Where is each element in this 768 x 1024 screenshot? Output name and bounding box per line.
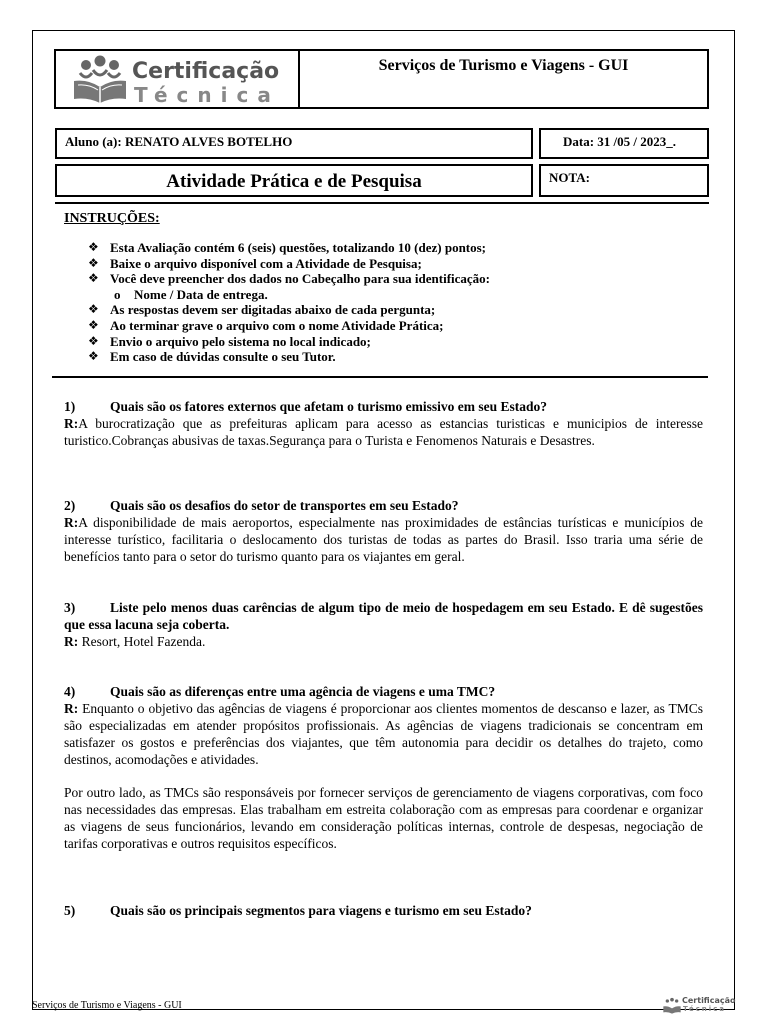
diamond-bullet-icon: ❖: [88, 349, 99, 364]
list-item: ❖ Esta Avaliação contém 6 (seis) questões, totalizando 10 (dez) pontos;: [88, 240, 487, 255]
book-people-icon: [662, 997, 682, 1015]
course-title: Serviços de Turismo e Viagens - GUI: [378, 57, 629, 74]
answer-text: Por outro lado, as TMCs são responsáveis por fornecer serviços de gerenciamento de viagens corporativas, com foco nas necessidades das empresas. Elas trabalham em estreita colaboração com as empresas para coordenar e organizar as viagens de seus funcionários, levando em consideração políticas internas, controle de despesas, negociação de tarifas corporativas e outros requisitos específicos.: [64, 785, 703, 851]
question-text: 1) Quais são os fatores externos que afetam o turismo emissivo em seu Estado?: [64, 399, 547, 414]
answer-text: R:A disponibilidade de mais aeroportos, especialmente nas proximidades de estâncias turísticas e municípios de interesse turístico, facilitaria o deslocamento dos turistas de todas as partes do Brasil. Isso traria uma série de benefícios tanto para o setor do turismo quanto para os viajantes em geral.: [64, 515, 703, 564]
date-cell: [539, 128, 709, 159]
grade-cell: [539, 164, 709, 197]
question-text: 4) Quais são as diferenças entre uma agência de viagens e uma TMC?: [64, 684, 496, 699]
list-item: ❖ Envio o arquivo pelo sistema no local indicado;: [88, 333, 371, 349]
circle-bullet-icon: o: [114, 286, 121, 302]
logo-line1: Certificação: [132, 59, 280, 84]
question-text: 5) Quais são os principais segmentos para viagens e turismo em seu Estado?: [64, 903, 532, 918]
footer-logo-line1: Certificação: [682, 996, 736, 1005]
question-1: [64, 398, 703, 449]
submission-date: Data: 31 /05 / 2023_.: [563, 134, 677, 149]
answer-text: R: Enquanto o objetivo das agências de viagens é proporcionar aos clientes momentos de descanso e lazer, as TMCs são especializadas em atender propósitos profissionais. As agências de viagens tradicionais se concentram em satisfazer os gostos e preferências dos viajantes, que têm autonomia para decidir os detalhes do trajeto, como destinos, acomodações e atividades.: [64, 701, 703, 767]
footer-text: Serviços de Turismo e Viagens - GUI: [32, 1000, 182, 1011]
footer-logo-line2: Técnica: [683, 1005, 726, 1013]
book-people-icon: [70, 55, 130, 105]
header-logo-cell: [54, 49, 300, 109]
activity-title-cell: [55, 164, 533, 197]
question-4: [64, 683, 703, 852]
diamond-bullet-icon: ❖: [88, 333, 99, 348]
question-5: [64, 902, 703, 919]
question-3: [64, 599, 703, 650]
instructions-list: [88, 240, 490, 365]
student-name-cell: [55, 128, 533, 159]
student-name: Aluno (a): RENATO ALVES BOTELHO: [65, 134, 293, 149]
list-item: ❖ Em caso de dúvidas consulte o seu Tutor.: [88, 349, 336, 365]
diamond-bullet-icon: ❖: [88, 271, 99, 286]
diamond-bullet-icon: ❖: [88, 240, 99, 254]
question-text: 3) Liste pelo menos duas carências de algum tipo de meio de hospedagem em seu Estado. E dê sugestões que essa lacuna seja coberta.: [64, 600, 703, 632]
certificacao-tecnica-logo: [70, 55, 290, 107]
list-item: ❖ As respostas devem ser digitadas abaixo de cada pergunta;: [88, 302, 436, 318]
grade-label: NOTA:: [549, 170, 590, 185]
list-item: ❖ Você deve preencher dos dados no Cabeçalho para sua identificação:: [88, 271, 491, 287]
instructions-heading: INSTRUÇÕES:: [64, 211, 160, 226]
activity-title: Atividade Prática e de Pesquisa: [166, 171, 422, 192]
list-item: ❖ Baixe o arquivo disponível com a Atividade de Pesquisa;: [88, 255, 422, 271]
answer-text: R: Resort, Hotel Fazenda.: [64, 634, 206, 649]
divider-bottom: [52, 376, 708, 378]
list-item: o Nome / Data de entrega.: [114, 286, 268, 302]
list-item: ❖ Ao terminar grave o arquivo com o nome Atividade Prática;: [88, 317, 444, 333]
header-title-cell: [298, 49, 709, 109]
divider-top: [55, 202, 709, 204]
diamond-bullet-icon: ❖: [88, 302, 99, 317]
question-2: [64, 497, 703, 565]
question-text: 2) Quais são os desafios do setor de transportes em seu Estado?: [64, 498, 459, 513]
diamond-bullet-icon: ❖: [88, 317, 99, 332]
answer-text: R:A burocratização que as prefeituras aplicam para acesso as estancias turisticas e municipios de interesse turistico.Cobranças abusivas de taxas.Segurança para o Turista e Fenomenos Naturais e Desastres.: [64, 416, 703, 448]
footer-logo: [662, 996, 742, 1016]
diamond-bullet-icon: ❖: [88, 255, 99, 270]
logo-line2: Técnica: [134, 83, 280, 107]
